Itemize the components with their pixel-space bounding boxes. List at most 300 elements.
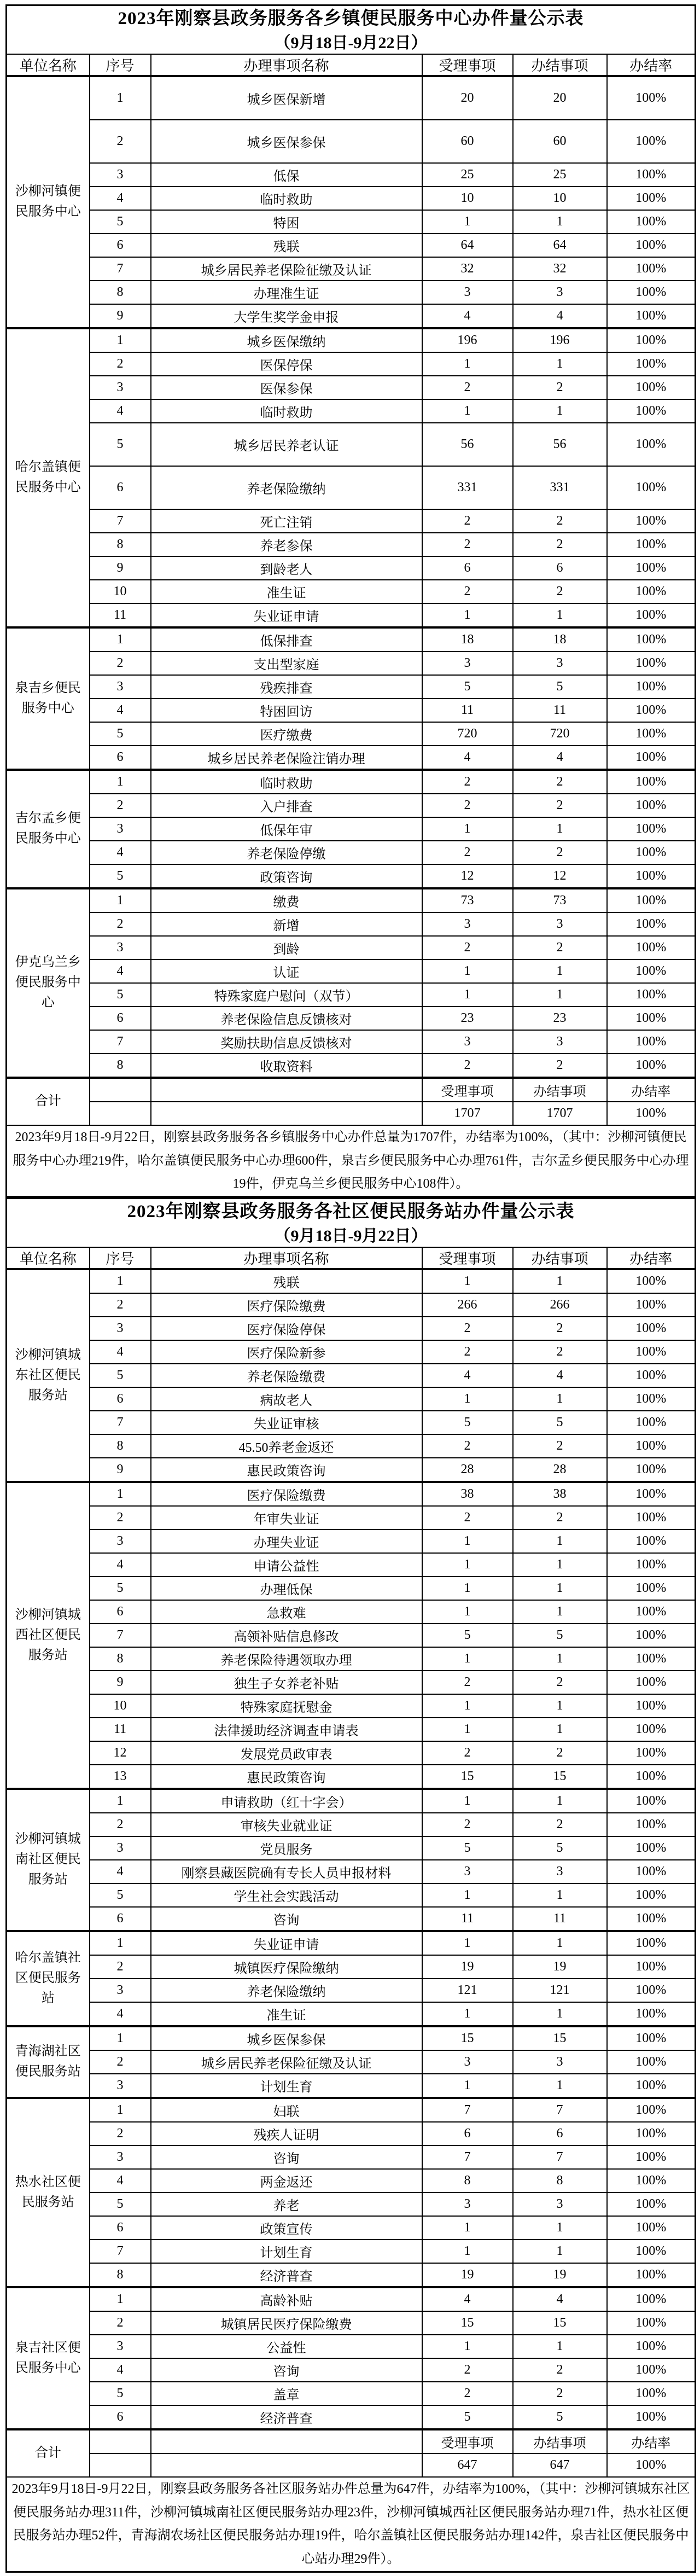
item-name-cell: 养老保险信息反馈核对 <box>151 1007 422 1030</box>
row-index-cell: 3 <box>90 1836 151 1860</box>
unit-name-cell: 沙柳河镇城南社区便民服务站 <box>7 1789 90 1931</box>
row-index-cell: 3 <box>90 1979 151 2002</box>
total-values-row <box>7 1102 696 1125</box>
item-name-cell: 医保停保 <box>151 352 422 376</box>
table-row <box>7 2145 696 2169</box>
row-index-cell: 2 <box>90 2311 151 2335</box>
completion-rate-cell: 100% <box>607 1765 696 1789</box>
accepted-count-cell: 1 <box>422 2074 513 2098</box>
row-index-cell: 3 <box>90 936 151 960</box>
total-value-cell: 647 <box>422 2453 513 2477</box>
completed-count-cell: 3 <box>513 281 607 304</box>
row-index-cell: 11 <box>90 603 151 627</box>
completed-count-cell: 1 <box>513 1387 607 1411</box>
row-index-cell: 9 <box>90 1671 151 1694</box>
completed-count-cell: 73 <box>513 888 607 912</box>
completion-rate-cell: 100% <box>607 936 696 960</box>
completed-count-cell: 1 <box>513 2216 607 2240</box>
item-name-cell: 养老 <box>151 2193 422 2216</box>
table-row <box>7 1553 696 1577</box>
item-name-cell: 高龄补贴 <box>151 2287 422 2311</box>
row-index-cell: 5 <box>90 1364 151 1387</box>
accepted-count-cell: 15 <box>422 1765 513 1789</box>
item-name-cell: 特殊家庭抚慰金 <box>151 1694 422 1718</box>
row-index-cell: 4 <box>90 2169 151 2193</box>
completed-count-cell: 2 <box>513 580 607 603</box>
item-name-cell: 医疗保险缴费 <box>151 1482 422 1506</box>
completion-rate-cell: 100% <box>607 1836 696 1860</box>
empty-cell <box>90 1102 151 1125</box>
completed-count-cell: 2 <box>513 533 607 556</box>
item-name-cell: 学生社会实践活动 <box>151 1883 422 1907</box>
row-index-cell: 5 <box>90 2193 151 2216</box>
row-index-cell: 3 <box>90 1317 151 1340</box>
item-name-cell: 失业证审核 <box>151 1411 422 1434</box>
total-value-cell: 1707 <box>513 1102 607 1125</box>
item-name-cell: 养老参保 <box>151 533 422 556</box>
accepted-count-cell: 1 <box>422 1553 513 1577</box>
item-name-cell: 死亡注销 <box>151 509 422 533</box>
table-row <box>7 983 696 1007</box>
total-subheader-cell: 办结事项 <box>513 1078 607 1102</box>
note-row <box>7 2477 696 2572</box>
header-row <box>7 54 696 76</box>
row-index-cell: 8 <box>90 1054 151 1078</box>
accepted-count-cell: 1 <box>422 1883 513 1907</box>
accepted-count-cell: 2 <box>422 2382 513 2405</box>
item-name-cell: 入户排查 <box>151 794 422 817</box>
completion-rate-cell: 100% <box>607 675 696 699</box>
completed-count-cell: 1 <box>513 352 607 376</box>
completed-count-cell: 7 <box>513 2145 607 2169</box>
accepted-count-cell: 4 <box>422 746 513 770</box>
table-row <box>7 1030 696 1054</box>
completion-rate-cell: 100% <box>607 1718 696 1741</box>
completion-rate-cell: 100% <box>607 580 696 603</box>
completion-rate-cell: 100% <box>607 1434 696 1458</box>
table-row <box>7 2122 696 2145</box>
table-row <box>7 912 696 936</box>
completion-rate-cell: 100% <box>607 841 696 864</box>
table-row <box>7 699 696 722</box>
row-index-cell: 4 <box>90 841 151 864</box>
completion-rate-cell: 100% <box>607 2169 696 2193</box>
completed-count-cell: 12 <box>513 864 607 888</box>
item-name-cell: 临时救助 <box>151 399 422 423</box>
completion-rate-cell: 100% <box>607 466 696 509</box>
total-value-cell: 1707 <box>422 1102 513 1125</box>
table-row <box>7 1387 696 1411</box>
completed-count-cell: 720 <box>513 722 607 746</box>
row-index-cell: 4 <box>90 187 151 210</box>
completion-rate-cell: 100% <box>607 1907 696 1931</box>
item-name-cell: 残联 <box>151 234 422 257</box>
row-index-cell: 1 <box>90 76 151 120</box>
row-index-cell: 2 <box>90 912 151 936</box>
item-name-cell: 妇联 <box>151 2098 422 2122</box>
completion-rate-cell: 100% <box>607 2145 696 2169</box>
completion-rate-cell: 100% <box>607 1030 696 1054</box>
completed-count-cell: 1 <box>513 2074 607 2098</box>
row-index-cell: 9 <box>90 1458 151 1482</box>
completion-rate-cell: 100% <box>607 652 696 675</box>
item-name-cell: 城乡居民养老保险征缴及认证 <box>151 257 422 281</box>
empty-cell <box>151 2429 422 2453</box>
row-index-cell: 2 <box>90 1293 151 1317</box>
accepted-count-cell: 2 <box>422 770 513 794</box>
township-service-center-table <box>5 4 696 1197</box>
accepted-count-cell: 720 <box>422 722 513 746</box>
accepted-count-cell: 1 <box>422 2216 513 2240</box>
item-name-cell: 特困 <box>151 210 422 234</box>
table-row <box>7 1979 696 2002</box>
total-subheader-cell: 受理事项 <box>422 1078 513 1102</box>
row-index-cell: 6 <box>90 1387 151 1411</box>
table-row <box>7 2098 696 2122</box>
accepted-count-cell: 1 <box>422 1694 513 1718</box>
item-name-cell: 城镇医疗保险缴纳 <box>151 1955 422 1979</box>
completed-count-cell: 4 <box>513 746 607 770</box>
unit-name-cell: 热水社区便民服务站 <box>7 2098 90 2287</box>
completed-count-cell: 5 <box>513 1411 607 1434</box>
table-row <box>7 2240 696 2263</box>
completion-rate-cell: 100% <box>607 1054 696 1078</box>
row-index-cell: 8 <box>90 1434 151 1458</box>
table-row <box>7 533 696 556</box>
completed-count-cell: 64 <box>513 234 607 257</box>
completion-rate-cell: 100% <box>607 960 696 983</box>
completion-rate-cell: 100% <box>607 1741 696 1765</box>
item-name-cell: 低保年审 <box>151 817 422 841</box>
row-index-cell: 4 <box>90 699 151 722</box>
accepted-count-cell: 1 <box>422 1577 513 1600</box>
completion-rate-cell: 100% <box>607 187 696 210</box>
row-index-cell: 2 <box>90 2050 151 2074</box>
total-values-row <box>7 2453 696 2477</box>
row-index-cell: 1 <box>90 1931 151 1955</box>
accepted-count-cell: 3 <box>422 912 513 936</box>
empty-cell <box>151 1102 422 1125</box>
item-name-cell: 惠民政策咨询 <box>151 1458 422 1482</box>
item-name-cell: 城乡医保新增 <box>151 76 422 120</box>
accepted-count-cell: 331 <box>422 466 513 509</box>
accepted-count-cell: 2 <box>422 533 513 556</box>
table-title: 2023年刚察县政务服务各社区便民服务站办件量公示表 <box>127 1202 575 1222</box>
completion-rate-cell: 100% <box>607 399 696 423</box>
row-index-cell: 12 <box>90 1741 151 1765</box>
completed-count-cell: 3 <box>513 912 607 936</box>
completion-rate-cell: 100% <box>607 1931 696 1955</box>
completed-count-cell: 1 <box>513 1789 607 1813</box>
table-row <box>7 2002 696 2026</box>
completion-rate-cell: 100% <box>607 627 696 652</box>
item-name-cell: 咨询 <box>151 2145 422 2169</box>
completed-count-cell: 3 <box>513 652 607 675</box>
item-name-cell: 养老保险缴纳 <box>151 466 422 509</box>
item-name-cell: 失业证申请 <box>151 603 422 627</box>
table-row <box>7 1458 696 1482</box>
item-name-cell: 城乡医保参保 <box>151 120 422 163</box>
completed-count-cell: 1 <box>513 1577 607 1600</box>
table-row <box>7 652 696 675</box>
completed-count-cell: 3 <box>513 2193 607 2216</box>
table-row <box>7 1340 696 1364</box>
item-name-cell: 养老保险缴费 <box>151 1364 422 1387</box>
column-header: 受理事项 <box>422 54 513 76</box>
completed-count-cell: 11 <box>513 699 607 722</box>
row-index-cell: 7 <box>90 1030 151 1054</box>
accepted-count-cell: 2 <box>422 376 513 399</box>
completion-rate-cell: 100% <box>607 1411 696 1434</box>
table-row <box>7 163 696 187</box>
completed-count-cell: 2 <box>513 770 607 794</box>
accepted-count-cell: 3 <box>422 1030 513 1054</box>
unit-name-cell: 泉吉社区便民服务中心 <box>7 2287 90 2429</box>
completed-count-cell: 11 <box>513 1907 607 1931</box>
table-row <box>7 2050 696 2074</box>
accepted-count-cell: 3 <box>422 2193 513 2216</box>
accepted-count-cell: 4 <box>422 304 513 328</box>
accepted-count-cell: 2 <box>422 1434 513 1458</box>
completion-rate-cell: 100% <box>607 533 696 556</box>
item-name-cell: 病故老人 <box>151 1387 422 1411</box>
accepted-count-cell: 56 <box>422 423 513 466</box>
accepted-count-cell: 1 <box>422 2240 513 2263</box>
table-row <box>7 1907 696 1931</box>
row-index-cell: 2 <box>90 352 151 376</box>
accepted-count-cell: 19 <box>422 1955 513 1979</box>
item-name-cell: 医疗缴费 <box>151 722 422 746</box>
completed-count-cell: 5 <box>513 2405 607 2429</box>
completed-count-cell: 1 <box>513 983 607 1007</box>
completion-rate-cell: 100% <box>607 1624 696 1647</box>
completed-count-cell: 2 <box>513 1434 607 1458</box>
completed-count-cell: 5 <box>513 675 607 699</box>
row-index-cell: 8 <box>90 281 151 304</box>
accepted-count-cell: 5 <box>422 1836 513 1860</box>
accepted-count-cell: 121 <box>422 1979 513 2002</box>
completion-rate-cell: 100% <box>607 2311 696 2335</box>
accepted-count-cell: 1 <box>422 1600 513 1624</box>
note-text: 2023年9月18日-9月22日，刚察县政务服务各社区服务站办件总量为647件，办结率为100%，（其中：沙柳河镇城东社区便民服务站办理311件，沙柳河镇城南社区便民服务站办理23件，沙柳河镇城西社区便民服务站办理71件，热水社区便民服务站办理52件，青海湖农场社区便民服务站办理19件，哈尔盖镇社区便民服务站办理142件，泉吉社区便民服务中心站办理29件）。 <box>7 2477 696 2572</box>
table-title-cell <box>7 5 696 54</box>
total-subheader-row <box>7 2429 696 2453</box>
accepted-count-cell: 1 <box>422 983 513 1007</box>
accepted-count-cell: 2 <box>422 1506 513 1530</box>
total-subheader-cell: 办结率 <box>607 2429 696 2453</box>
accepted-count-cell: 7 <box>422 2098 513 2122</box>
unit-name-cell: 哈尔盖镇便民服务中心 <box>7 328 90 627</box>
accepted-count-cell: 6 <box>422 556 513 580</box>
table-row <box>7 1624 696 1647</box>
completed-count-cell: 3 <box>513 2050 607 2074</box>
table-row <box>7 376 696 399</box>
completed-count-cell: 1 <box>513 1883 607 1907</box>
accepted-count-cell: 2 <box>422 1671 513 1694</box>
row-index-cell: 5 <box>90 864 151 888</box>
completed-count-cell: 2 <box>513 1317 607 1340</box>
completed-count-cell: 3 <box>513 1030 607 1054</box>
item-name-cell: 医疗保险停保 <box>151 1317 422 1340</box>
completion-rate-cell: 100% <box>607 352 696 376</box>
accepted-count-cell: 23 <box>422 1007 513 1030</box>
empty-cell <box>151 1078 422 1102</box>
table-row <box>7 1765 696 1789</box>
table-subtitle: （9月18日-9月22日） <box>274 1226 428 1245</box>
accepted-count-cell: 2 <box>422 794 513 817</box>
completed-count-cell: 2 <box>513 1741 607 1765</box>
row-index-cell: 3 <box>90 2074 151 2098</box>
row-index-cell: 2 <box>90 1813 151 1836</box>
row-index-cell: 5 <box>90 1577 151 1600</box>
row-index-cell: 4 <box>90 2002 151 2026</box>
completion-rate-cell: 100% <box>607 2405 696 2429</box>
completion-rate-cell: 100% <box>607 1458 696 1482</box>
completion-rate-cell: 100% <box>607 864 696 888</box>
completion-rate-cell: 100% <box>607 2002 696 2026</box>
accepted-count-cell: 2 <box>422 1741 513 1765</box>
item-name-cell: 新增 <box>151 912 422 936</box>
table-row <box>7 304 696 328</box>
row-index-cell: 1 <box>90 888 151 912</box>
row-index-cell: 1 <box>90 2287 151 2311</box>
item-name-cell: 低保 <box>151 163 422 187</box>
note-row <box>7 1125 696 1197</box>
completed-count-cell: 6 <box>513 2122 607 2145</box>
completion-rate-cell: 100% <box>607 1813 696 1836</box>
item-name-cell: 刚察县藏医院确有专长人员申报材料 <box>151 1860 422 1883</box>
column-header: 办结率 <box>607 1247 696 1269</box>
item-name-cell: 残疾排查 <box>151 675 422 699</box>
row-index-cell: 7 <box>90 1411 151 1434</box>
accepted-count-cell: 28 <box>422 1458 513 1482</box>
completion-rate-cell: 100% <box>607 770 696 794</box>
table-row <box>7 234 696 257</box>
completion-rate-cell: 100% <box>607 794 696 817</box>
table-row <box>7 1269 696 1293</box>
column-header: 办理事项名称 <box>151 54 422 76</box>
table-row <box>7 1411 696 1434</box>
completion-rate-cell: 100% <box>607 304 696 328</box>
item-name-cell: 养老保险缴纳 <box>151 1979 422 2002</box>
table-row <box>7 936 696 960</box>
title-row <box>7 1199 696 1247</box>
completed-count-cell: 1 <box>513 1600 607 1624</box>
row-index-cell: 7 <box>90 2240 151 2263</box>
accepted-count-cell: 2 <box>422 1054 513 1078</box>
accepted-count-cell: 15 <box>422 2311 513 2335</box>
completion-rate-cell: 100% <box>607 746 696 770</box>
completion-rate-cell: 100% <box>607 1860 696 1883</box>
item-name-cell: 两金返还 <box>151 2169 422 2193</box>
accepted-count-cell: 5 <box>422 1624 513 1647</box>
completed-count-cell: 121 <box>513 1979 607 2002</box>
completion-rate-cell: 100% <box>607 1530 696 1553</box>
table-row <box>7 2335 696 2358</box>
completed-count-cell: 4 <box>513 304 607 328</box>
accepted-count-cell: 25 <box>422 163 513 187</box>
item-name-cell: 经济普查 <box>151 2405 422 2429</box>
completed-count-cell: 2 <box>513 1054 607 1078</box>
table-row <box>7 746 696 770</box>
table-row <box>7 770 696 794</box>
column-header: 序号 <box>90 1247 151 1269</box>
completed-count-cell: 25 <box>513 163 607 187</box>
accepted-count-cell: 4 <box>422 2287 513 2311</box>
row-index-cell: 3 <box>90 2145 151 2169</box>
item-name-cell: 高领补贴信息修改 <box>151 1624 422 1647</box>
unit-name-cell: 伊克乌兰乡便民服务中心 <box>7 888 90 1078</box>
row-index-cell: 1 <box>90 2098 151 2122</box>
table-row <box>7 210 696 234</box>
completion-rate-cell: 100% <box>607 210 696 234</box>
table-row <box>7 509 696 533</box>
table-row <box>7 1883 696 1907</box>
completed-count-cell: 1 <box>513 1530 607 1553</box>
completion-rate-cell: 100% <box>607 2335 696 2358</box>
completed-count-cell: 6 <box>513 556 607 580</box>
item-name-cell: 申请救助（红十字会） <box>151 1789 422 1813</box>
completed-count-cell: 2 <box>513 1340 607 1364</box>
row-index-cell: 4 <box>90 399 151 423</box>
row-index-cell: 6 <box>90 1600 151 1624</box>
completion-rate-cell: 100% <box>607 509 696 533</box>
total-subheader-cell: 办结事项 <box>513 2429 607 2453</box>
item-name-cell: 公益性 <box>151 2335 422 2358</box>
accepted-count-cell: 1 <box>422 1387 513 1411</box>
item-name-cell: 奖励扶助信息反馈核对 <box>151 1030 422 1054</box>
column-header: 受理事项 <box>422 1247 513 1269</box>
table-row <box>7 603 696 627</box>
accepted-count-cell: 5 <box>422 1411 513 1434</box>
item-name-cell: 支出型家庭 <box>151 652 422 675</box>
accepted-count-cell: 3 <box>422 2050 513 2074</box>
completed-count-cell: 19 <box>513 1955 607 1979</box>
completed-count-cell: 15 <box>513 1765 607 1789</box>
accepted-count-cell: 1 <box>422 1789 513 1813</box>
completion-rate-cell: 100% <box>607 1577 696 1600</box>
table-row <box>7 423 696 466</box>
accepted-count-cell: 4 <box>422 1364 513 1387</box>
table-title: 2023年刚察县政务服务各乡镇便民服务中心办件量公示表 <box>118 9 584 28</box>
column-header: 办结事项 <box>513 54 607 76</box>
table-row <box>7 399 696 423</box>
completion-rate-cell: 100% <box>607 1293 696 1317</box>
completion-rate-cell: 100% <box>607 1979 696 2002</box>
completed-count-cell: 1 <box>513 1269 607 1293</box>
accepted-count-cell: 2 <box>422 1813 513 1836</box>
table-row <box>7 120 696 163</box>
completed-count-cell: 1 <box>513 1694 607 1718</box>
row-index-cell: 5 <box>90 722 151 746</box>
item-name-cell: 城乡医保缴纳 <box>151 328 422 352</box>
header-row <box>7 1247 696 1269</box>
completion-rate-cell: 100% <box>607 2026 696 2050</box>
table-row <box>7 580 696 603</box>
table-row <box>7 1813 696 1836</box>
item-name-cell: 法律援助经济调查申请表 <box>151 1718 422 1741</box>
table-row <box>7 1860 696 1883</box>
accepted-count-cell: 20 <box>422 76 513 120</box>
accepted-count-cell: 38 <box>422 1482 513 1506</box>
completed-count-cell: 3 <box>513 1860 607 1883</box>
accepted-count-cell: 1 <box>422 1647 513 1671</box>
table-row <box>7 1317 696 1340</box>
completed-count-cell: 331 <box>513 466 607 509</box>
item-name-cell: 养老保险待遇领取办理 <box>151 1647 422 1671</box>
completed-count-cell: 2 <box>513 2358 607 2382</box>
row-index-cell: 5 <box>90 423 151 466</box>
